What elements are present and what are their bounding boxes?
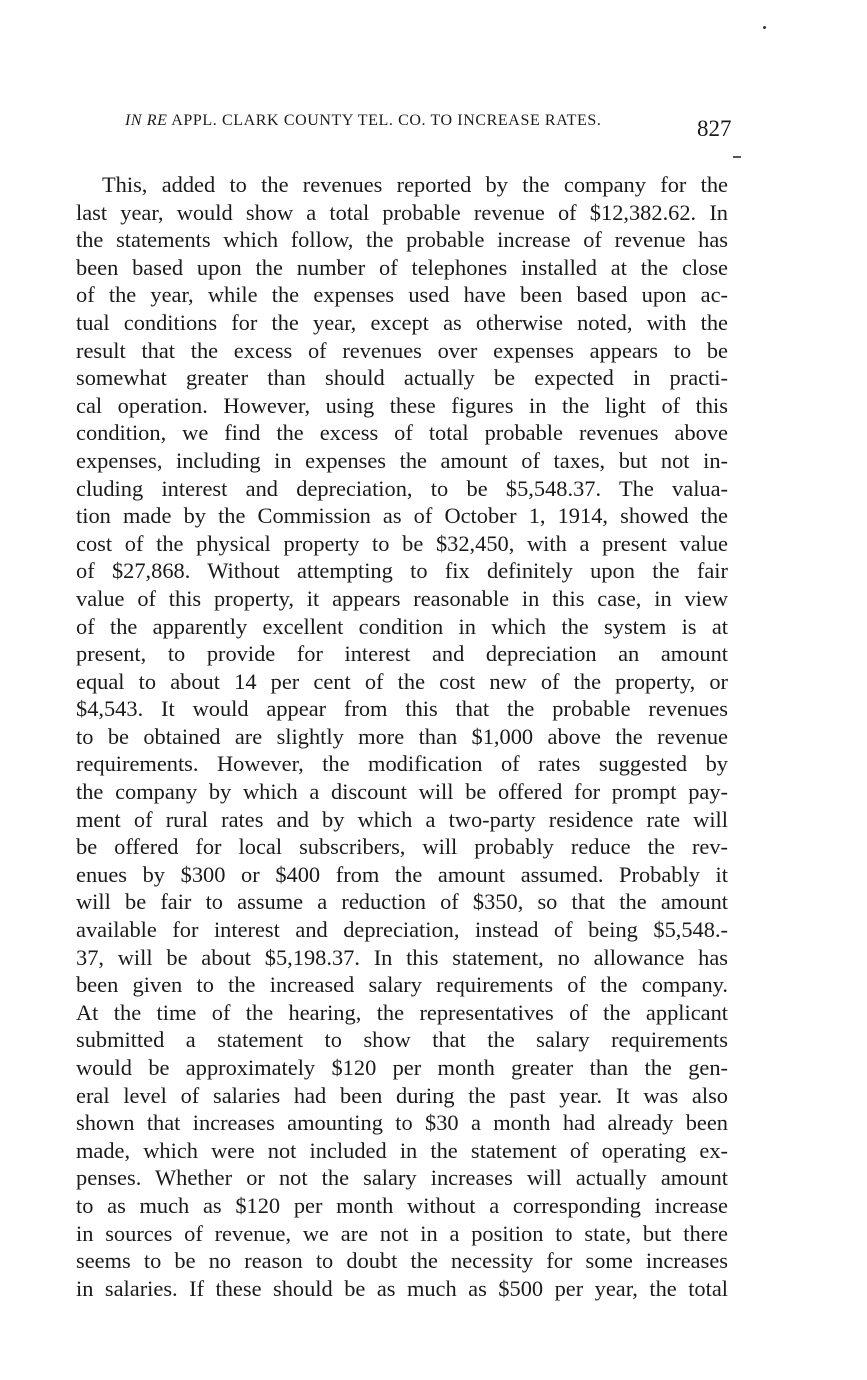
- text-line: available for interest and depreciation, instead of being $5,548.-: [76, 917, 728, 943]
- text-line: to be obtained are slightly more than $1,000 above the revenue: [76, 723, 728, 749]
- text-line: been given to the increased salary requirements of the company.: [76, 972, 728, 998]
- text-line: expenses, including in expenses the amount of taxes, but not in-: [76, 447, 728, 473]
- text-line: will be fair to assume a reduction of $350, so that the amount: [76, 889, 728, 915]
- text-line: ment of rural rates and by which a two-party residence rate will: [76, 806, 728, 832]
- running-head: [125, 112, 601, 130]
- text-line: the statements which follow, the probable increase of revenue has: [76, 227, 728, 253]
- paper-speck: [763, 26, 766, 29]
- text-line: penses. Whether or not the salary increases will actually amount: [76, 1165, 728, 1191]
- text-line: made, which were not included in the statement of operating ex-: [76, 1137, 728, 1163]
- text-line: present, to provide for interest and depreciation an amount: [76, 641, 728, 667]
- text-line: to as much as $120 per month without a corresponding increase: [76, 1192, 728, 1218]
- page-number: 827: [697, 116, 732, 141]
- text-line: the company by which a discount will be offered for prompt pay-: [76, 779, 728, 805]
- text-line: 37, will be about $5,198.37. In this statement, no allowance has: [76, 944, 728, 970]
- text-line: of the apparently excellent condition in which the system is at: [76, 613, 728, 639]
- text-line: enues by $300 or $400 from the amount assumed. Probably it: [76, 861, 728, 887]
- text-line: would be approximately $120 per month greater than the gen-: [76, 1055, 728, 1080]
- text-line: in salaries. If these should be as much as $500 per year, the total: [76, 1275, 728, 1301]
- text-line: This, added to the revenues reported by the company for the: [102, 172, 728, 197]
- text-line: be offered for local subscribers, will probably reduce the rev-: [76, 834, 728, 860]
- text-line: result that the excess of revenues over expenses appears to be: [76, 337, 728, 363]
- margin-mark: [733, 156, 741, 158]
- text-line: somewhat greater than should actually be expected in practi-: [76, 365, 728, 391]
- text-line: of the year, while the expenses used have been based upon ac-: [76, 282, 728, 308]
- text-line: in sources of revenue, we are not in a position to state, but there: [76, 1220, 728, 1246]
- text-line: submitted a statement to show that the salary requirements: [76, 1027, 728, 1053]
- text-line: equal to about 14 per cent of the cost new of the property, or: [76, 668, 728, 694]
- text-line: cluding interest and depreciation, to be $5,548.37. The valua-: [76, 475, 728, 501]
- text-line: cost of the physical property to be $32,450, with a present value: [76, 530, 728, 556]
- text-line: tion made by the Commission as of October 1, 1914, showed the: [76, 503, 728, 529]
- running-head-case-prefix: IN RE: [125, 112, 168, 129]
- text-line: seems to be no reason to doubt the necessity for some increases: [76, 1248, 728, 1274]
- text-line: tual conditions for the year, except as otherwise noted, with the: [76, 309, 728, 335]
- running-head-title: APPL. CLARK COUNTY TEL. CO. TO INCREASE RATES.: [171, 112, 602, 129]
- text-line: shown that increases amounting to $30 a month had already been: [76, 1110, 728, 1136]
- text-line: cal operation. However, using these figures in the light of this: [76, 392, 728, 418]
- text-line: been based upon the number of telephones installed at the close: [76, 254, 728, 280]
- text-line: condition, we find the excess of total probable revenues above: [76, 420, 728, 446]
- text-line: value of this property, it appears reasonable in this case, in view: [76, 585, 728, 611]
- text-line: last year, would show a total probable revenue of $12,382.62. In: [76, 199, 728, 225]
- text-line: of $27,868. Without attempting to fix definitely upon the fair: [76, 558, 728, 584]
- body-paragraph: [76, 171, 728, 1302]
- text-line: At the time of the hearing, the representatives of the applicant: [76, 999, 728, 1025]
- text-line: eral level of salaries had been during the past year. It was also: [76, 1082, 728, 1108]
- text-line: requirements. However, the modification of rates suggested by: [76, 751, 728, 777]
- text-line: $4,543. It would appear from this that the probable revenues: [76, 696, 728, 722]
